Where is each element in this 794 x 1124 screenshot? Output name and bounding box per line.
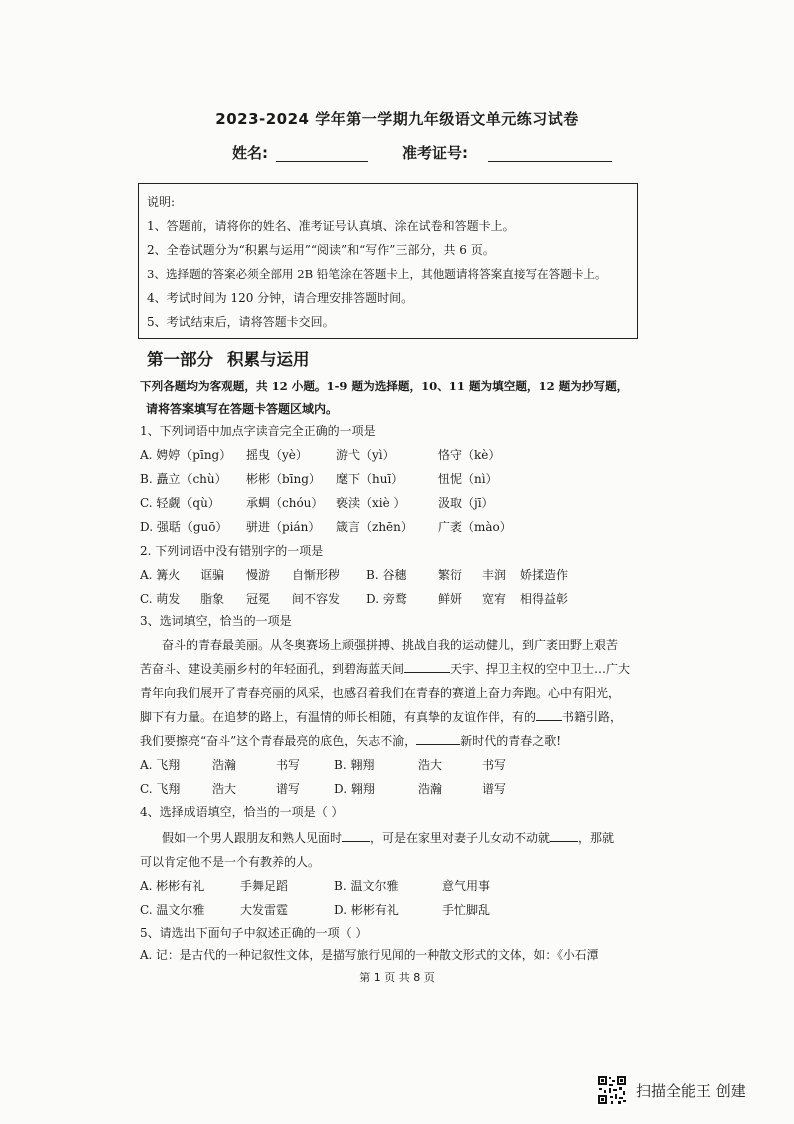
option[interactable]: D. 旁鹜 xyxy=(366,592,407,606)
fill-blank xyxy=(404,660,450,673)
question-5-option-a[interactable]: A. 记：是古代的一种记叙性文体，是描写旅行见闻的一种散文形式的文体，如：《小石潭 xyxy=(140,948,599,962)
passage-text: 我们要擦亮“奋斗”这个青春最亮的底色，矢志不渝， xyxy=(140,734,417,748)
option: 麾下（huī） xyxy=(336,472,404,486)
option-word: 浩瀚 xyxy=(418,782,443,796)
fill-blank xyxy=(342,829,370,842)
option[interactable]: C. 萌发 xyxy=(140,592,181,606)
passage-text: 苦奋斗、建设美丽乡村的年轻面孔，到碧海蓝天间 xyxy=(140,662,405,676)
instruction-item: 2、全卷试题分为“积累与运用”“阅读”和“写作”三部分，共 6 页。 xyxy=(147,243,495,257)
name-label: 姓名: xyxy=(232,144,268,162)
option-word: 鲜妍 xyxy=(438,592,463,606)
instructions-box xyxy=(138,183,638,339)
instruction-item: 1、答题前，请将你的姓名、准考证号认真填、涂在试卷和答题卡上。 xyxy=(147,219,515,233)
instructions-heading: 说明: xyxy=(147,195,176,209)
option[interactable]: A. 篝火 xyxy=(140,568,181,582)
question-1-stem: 1、下列词语中加点字读音完全正确的一项是 xyxy=(140,424,376,438)
instruction-item: 5、考试结束后，请将答题卡交回。 xyxy=(147,315,335,329)
option[interactable]: A. 娉婷（pīng） xyxy=(140,448,232,462)
option: 骈进（pián） xyxy=(246,520,321,534)
option[interactable]: B. 矗立（chù） xyxy=(140,472,227,486)
option-word: 浩大 xyxy=(212,782,237,796)
qr-code-icon xyxy=(597,1075,627,1105)
passage-text: 假如一个男人跟朋友和熟人见面时 xyxy=(162,831,343,845)
option[interactable]: A. 彬彬有礼 xyxy=(140,879,205,893)
option-word: 手舞足蹈 xyxy=(240,879,289,893)
option-word: 脂象 xyxy=(200,592,225,606)
passage-text: ，可是在家里对妻子儿女动不动就 xyxy=(370,831,551,845)
question-4-stem: 4、选择成语填空，恰当的一项是（ ） xyxy=(140,805,344,819)
section-name: 积累与运用 xyxy=(227,350,310,369)
exam-title: 2023-2024 学年第一学期九年级语文单元练习试卷 xyxy=(215,110,579,128)
passage-text: 脚下有力量。在追梦的路上，有温情的师长相随，有真挚的友谊作伴，有的 xyxy=(140,710,537,724)
section-part: 第一部分 xyxy=(147,350,213,369)
option-word: 繁衍 xyxy=(438,568,463,582)
option-word: 间不容发 xyxy=(292,592,341,606)
option-word: 意气用事 xyxy=(442,879,491,893)
option-word: 慢游 xyxy=(246,568,271,582)
page-number: 第 1 页 共 8 页 xyxy=(359,971,435,984)
option-word: 浩大 xyxy=(418,758,443,772)
instruction-item: 3、选择题的答案必须全部用 2B 铅笔涂在答题卡上，其他题请将答案直接写在答题卡上。 xyxy=(147,267,607,281)
option-word: 谱写 xyxy=(276,782,301,796)
scanner-watermark: 扫描全能王 创建 xyxy=(636,1082,746,1100)
section-heading xyxy=(147,346,310,370)
section-instructions: 请将答案填写在答题卡答题区域内。 xyxy=(146,402,339,416)
candidate-info-row xyxy=(232,142,632,166)
option-word: 相得益彰 xyxy=(520,592,569,606)
option-word: 诓骗 xyxy=(200,568,225,582)
passage-line: 青年向我们展开了青春亮丽的风采，也感召着我们在青春的赛道上奋力奔跑。心中有阳光， xyxy=(140,686,621,700)
section-instructions: 下列各题均为客观题，共 12 小题。1-9 题为选择题，10、11 题为填空题，12 题为抄写题， xyxy=(140,379,629,393)
option-word: 大发雷霆 xyxy=(240,903,289,917)
option[interactable]: D. 翱翔 xyxy=(334,782,375,796)
option-word: 谱写 xyxy=(482,782,507,796)
option[interactable]: B. 翱翔 xyxy=(334,758,375,772)
passage-line xyxy=(140,660,630,677)
exam-number-field[interactable] xyxy=(488,161,612,162)
option[interactable]: C. 轻觑（qù） xyxy=(140,496,220,510)
option-word: 自惭形秽 xyxy=(292,568,341,582)
option-word: 书写 xyxy=(482,758,507,772)
option: 摇曳（yè） xyxy=(246,448,308,462)
option: 恪守（kè） xyxy=(438,448,501,462)
passage-line: 奋斗的青春最美丽。从冬奥赛场上顽强拼搏、挑战自我的运动健儿，到广袤田野上艰苦 xyxy=(162,638,619,652)
option-word: 宽宥 xyxy=(482,592,507,606)
passage-line xyxy=(162,829,614,846)
instruction-item: 4、考试时间为 120 分钟，请合理安排答题时间。 xyxy=(147,291,414,305)
passage-line xyxy=(140,732,561,749)
exam-number-label: 准考证号: xyxy=(402,144,468,162)
option: 游弋（yì） xyxy=(336,448,395,462)
passage-line xyxy=(140,708,622,725)
option-word: 冠冕 xyxy=(246,592,271,606)
fill-blank xyxy=(536,708,562,721)
option: 箴言（zhēn） xyxy=(336,520,413,534)
passage-line: 可以肯定他不是一个有教养的人。 xyxy=(140,855,321,869)
option[interactable]: B. 温文尔雅 xyxy=(334,879,399,893)
option-word: 娇揉造作 xyxy=(520,568,569,582)
passage-text: 天宇、捍卫主权的空中卫士…广大 xyxy=(450,662,631,676)
option: 广袤（mào） xyxy=(438,520,512,534)
option-word: 丰润 xyxy=(482,568,507,582)
option-word: 书写 xyxy=(276,758,301,772)
option: 彬彬（bīng） xyxy=(246,472,321,486)
fill-blank xyxy=(550,829,578,842)
question-3-stem: 3、选词填空，恰当的一项是 xyxy=(140,614,292,628)
option[interactable]: C. 飞翔 xyxy=(140,782,181,796)
option[interactable]: D. 彬彬有礼 xyxy=(334,903,399,917)
passage-text: 新时代的青春之歌! xyxy=(460,734,562,748)
fill-blank xyxy=(416,732,460,745)
question-2-stem: 2. 下列词语中没有错别字的一项是 xyxy=(140,544,324,558)
option-word: 手忙脚乱 xyxy=(442,903,491,917)
passage-text: 书籍引路， xyxy=(562,710,623,724)
question-5-stem: 5、请选出下面句子中叙述正确的一项（ ） xyxy=(140,926,368,940)
option[interactable]: A. 飞翔 xyxy=(140,758,181,772)
option-word: 浩瀚 xyxy=(212,758,237,772)
option[interactable]: D. 强聒（guō） xyxy=(140,520,228,534)
option: 忸怩（nì） xyxy=(438,472,498,486)
passage-text: ，那就 xyxy=(578,831,615,845)
option: 汲取（jī） xyxy=(438,496,494,510)
option: 亵渎（xiè ） xyxy=(336,496,406,510)
option: 承蜩（chóu） xyxy=(246,496,324,510)
name-field[interactable] xyxy=(276,161,368,162)
option[interactable]: B. 谷穗 xyxy=(366,568,407,582)
option[interactable]: C. 温文尔雅 xyxy=(140,903,205,917)
